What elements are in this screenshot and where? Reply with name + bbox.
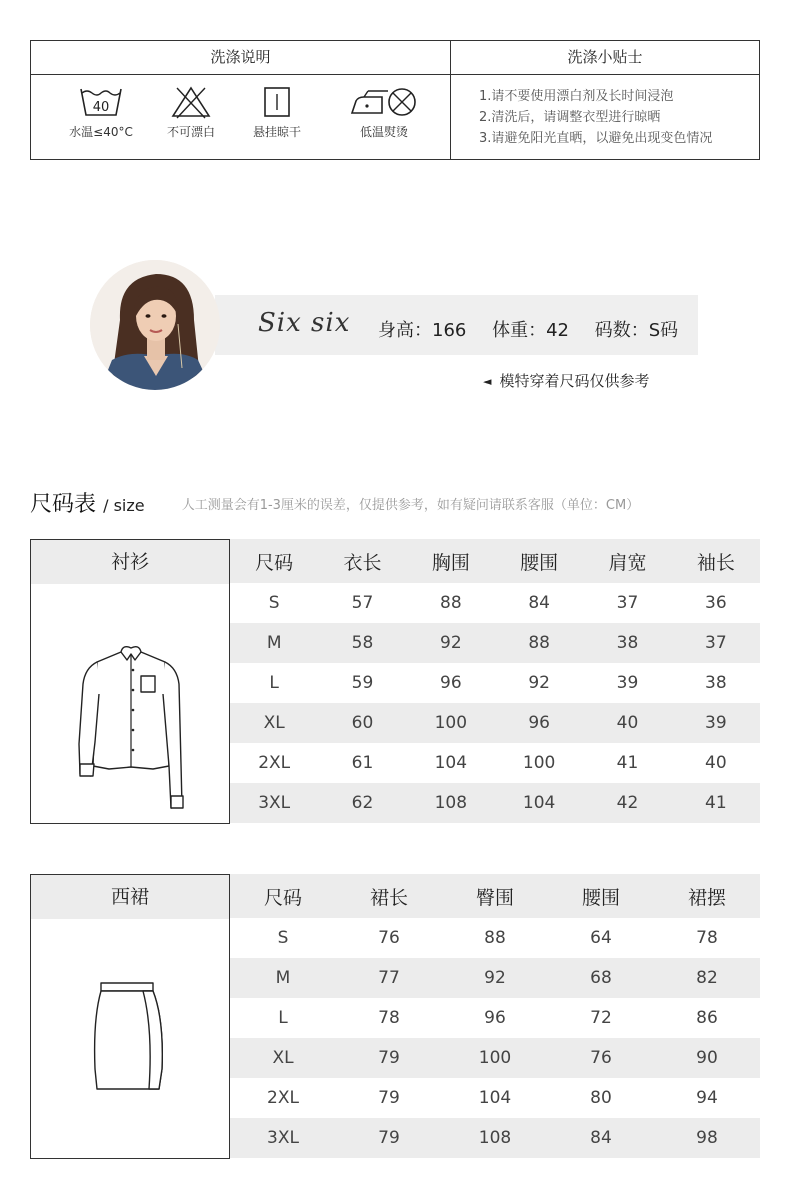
table-cell: 92	[407, 623, 495, 663]
low-iron-no-steam-icon	[348, 85, 420, 119]
column-header: 腰围	[495, 539, 583, 583]
table-cell: 86	[696, 1008, 718, 1028]
table-cell: 100	[522, 753, 556, 773]
tip-item: 1.请不要使用漂白剂及长时间浸泡	[479, 89, 674, 104]
size-chart-heading	[30, 487, 639, 518]
table-cell: 104	[478, 1088, 512, 1108]
table-cell: 77	[336, 958, 442, 998]
table-cell: 96	[440, 673, 462, 693]
table-cell: XL	[230, 703, 318, 743]
model-info	[0, 250, 790, 400]
table-cell: 3XL	[230, 1118, 336, 1158]
table-cell: 92	[528, 673, 550, 693]
model-note	[483, 370, 649, 391]
model-weight: 体重：42	[492, 320, 569, 341]
table-cell: 84	[528, 593, 550, 613]
model-stats	[378, 316, 698, 342]
care-panel	[30, 40, 760, 160]
table-cell: 78	[378, 1008, 400, 1028]
shirt-illustration	[31, 584, 229, 827]
table-cell: 2XL	[258, 753, 291, 773]
table-cell: 2XL	[267, 1088, 299, 1108]
care-label: 水温≤40°C	[69, 125, 133, 139]
table-cell: 41	[616, 753, 639, 773]
table-row	[230, 1118, 760, 1158]
size-chart-note: 人工测量会有1-3厘米的误差，仅提供参考，如有疑问请联系客服（单位：CM）	[181, 498, 640, 513]
table-cell: 72	[590, 1008, 612, 1028]
table-cell: 80	[590, 1088, 612, 1108]
tip-item: 3.请避免阳光直晒，以避免出现变色情况	[479, 131, 713, 146]
table-header-row	[230, 539, 760, 583]
table-row	[230, 1038, 760, 1078]
table-cell: M	[230, 623, 318, 663]
table-cell: 68	[548, 958, 654, 998]
skirt-box	[30, 874, 230, 1159]
wash-instructions	[31, 41, 451, 159]
table-cell: 38	[583, 623, 671, 663]
table-cell: 57	[351, 593, 374, 613]
table-cell: 88	[484, 928, 506, 948]
table-header-row	[230, 874, 760, 918]
table-row	[230, 743, 760, 783]
model-height: 身高：166	[378, 320, 467, 341]
table-cell: 100	[442, 1038, 548, 1078]
care-label: 不可漂白	[166, 125, 215, 139]
table-row	[230, 1078, 760, 1118]
table-cell: 40	[705, 753, 727, 773]
size-chart-subtitle: / size	[103, 496, 145, 515]
column-header: 胸围	[407, 539, 495, 583]
wash-tips-title: 洗涤小贴士	[451, 41, 759, 75]
table-cell: 36	[705, 593, 727, 613]
table-cell: 64	[590, 928, 612, 948]
table-cell: 39	[672, 703, 760, 743]
table-row	[230, 663, 760, 703]
column-header: 衣长	[318, 539, 406, 583]
table-cell: S	[268, 593, 280, 613]
table-cell: 39	[616, 673, 639, 693]
table-cell: 42	[583, 783, 671, 823]
table-cell: 108	[407, 783, 495, 823]
model-signature: Six six	[258, 308, 351, 338]
table-row	[230, 958, 760, 998]
table-row	[230, 583, 760, 623]
line-dry-icon	[254, 85, 300, 119]
table-cell: 104	[434, 753, 468, 773]
table-cell: 84	[548, 1118, 654, 1158]
shirt-icon	[31, 584, 229, 823]
model-size: 码数：S码	[594, 320, 679, 341]
shirt-title: 衬衫	[31, 540, 229, 584]
model-note-text: 模特穿着尺码仅供参考	[499, 372, 650, 390]
table-cell: 76	[548, 1038, 654, 1078]
table-cell: 96	[484, 1008, 506, 1028]
table-cell: 100	[407, 703, 495, 743]
table-cell: 61	[351, 753, 374, 773]
care-label: 低温熨烫	[359, 125, 408, 139]
table-cell: 78	[696, 928, 718, 948]
wash-tips	[451, 41, 759, 159]
size-chart-title: 尺码表	[30, 492, 97, 517]
skirt-illustration	[31, 919, 229, 1162]
table-cell: 38	[705, 673, 727, 693]
column-header: 臀围	[442, 874, 548, 918]
table-cell: 90	[654, 1038, 760, 1078]
table-cell: 79	[336, 1038, 442, 1078]
care-item	[237, 85, 317, 140]
svg-text:40: 40	[92, 100, 110, 115]
table-cell: 40	[583, 703, 671, 743]
table-cell: 88	[440, 593, 462, 613]
column-header: 尺码	[230, 874, 336, 918]
care-label: 悬挂晾干	[252, 125, 301, 139]
table-cell: 98	[654, 1118, 760, 1158]
skirt-title: 西裙	[31, 875, 229, 919]
wash-instructions-title: 洗涤说明	[31, 41, 450, 75]
table-cell: 58	[318, 623, 406, 663]
care-icons	[31, 75, 450, 159]
care-item	[336, 85, 432, 140]
column-header: 腰围	[548, 874, 654, 918]
table-cell: 41	[672, 783, 760, 823]
table-cell: 108	[442, 1118, 548, 1158]
table-cell: 76	[378, 928, 400, 948]
table-row	[230, 998, 760, 1038]
table-cell: L	[278, 1008, 288, 1028]
table-cell: 88	[495, 623, 583, 663]
triangle-left-icon: ◄	[483, 375, 492, 388]
care-item	[61, 85, 141, 140]
no-bleach-icon	[168, 85, 214, 119]
table-cell: XL	[230, 1038, 336, 1078]
table-cell: 37	[672, 623, 760, 663]
wash-40-icon	[78, 85, 124, 119]
table-row	[230, 783, 760, 823]
tips-list	[451, 75, 759, 149]
column-header: 裙长	[336, 874, 442, 918]
table-cell: L	[269, 673, 279, 693]
table-cell: S	[277, 928, 289, 948]
table-cell: 62	[318, 783, 406, 823]
table-cell: 59	[351, 673, 374, 693]
table-cell: 79	[336, 1118, 442, 1158]
table-cell: 104	[495, 783, 583, 823]
table-row	[230, 703, 760, 743]
table-row	[230, 918, 760, 958]
column-header: 肩宽	[583, 539, 671, 583]
shirt-size-table	[230, 539, 760, 823]
model-portrait-icon	[90, 260, 220, 390]
table-cell: 3XL	[230, 783, 318, 823]
tip-item: 2.清洗后，请调整衣型进行晾晒	[479, 110, 661, 125]
column-header: 裙摆	[654, 874, 760, 918]
table-cell: 92	[442, 958, 548, 998]
skirt-size-table	[230, 874, 760, 1158]
model-avatar	[90, 260, 220, 390]
table-cell: 60	[318, 703, 406, 743]
table-row	[230, 623, 760, 663]
column-header: 袖长	[672, 539, 760, 583]
care-item	[151, 85, 231, 140]
table-cell: 96	[495, 703, 583, 743]
shirt-box	[30, 539, 230, 824]
column-header: 尺码	[230, 539, 318, 583]
table-cell: 82	[654, 958, 760, 998]
table-cell: M	[230, 958, 336, 998]
table-cell: 79	[378, 1088, 400, 1108]
table-cell: 37	[616, 593, 639, 613]
table-cell: 94	[696, 1088, 718, 1108]
skirt-icon	[31, 919, 229, 1158]
